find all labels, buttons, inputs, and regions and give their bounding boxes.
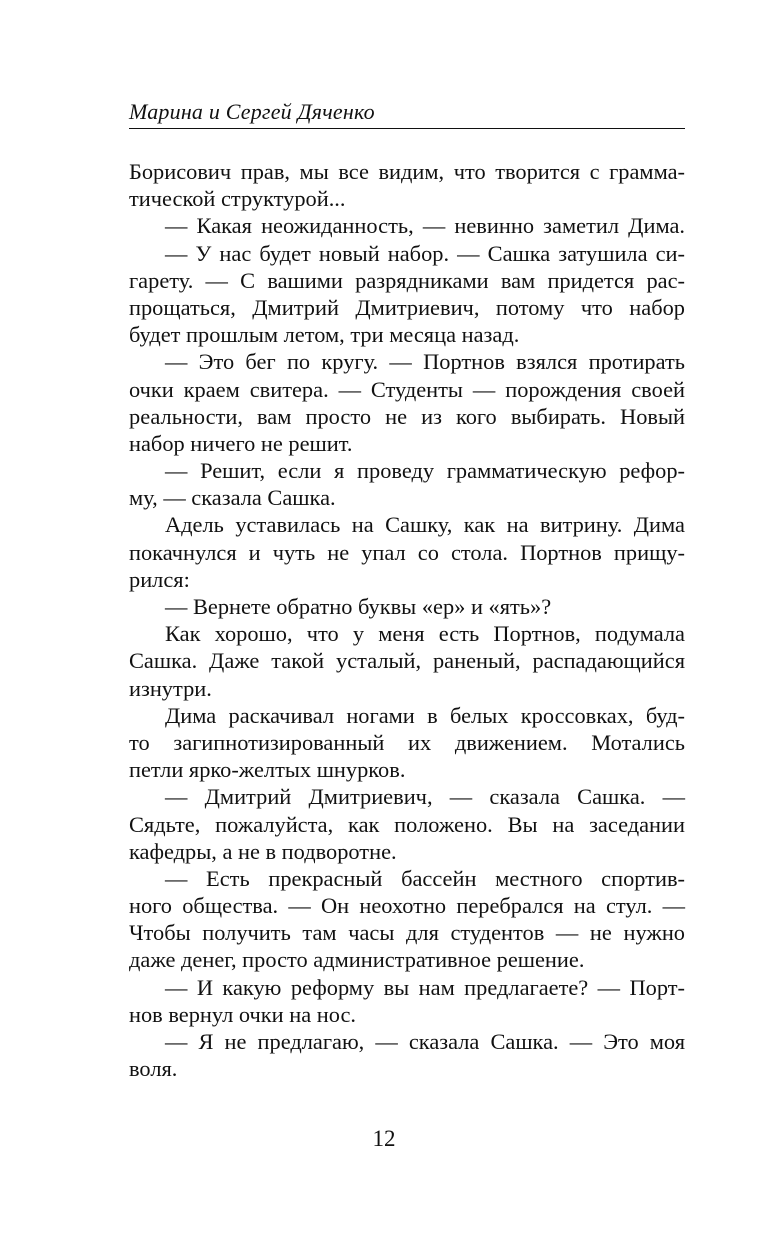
text-line: будет прошлым летом, три месяца назад. bbox=[129, 322, 520, 348]
text-line: гарету. — С вашими разрядниками вам придется рас- bbox=[129, 267, 685, 293]
text-line: — У нас будет новый набор. — Сашка затушила си- bbox=[165, 240, 685, 266]
text-line: кафедры, а не в подворотне. bbox=[129, 838, 397, 864]
text-line: рился: bbox=[129, 566, 190, 592]
text-line: Чтобы получить там часы для студентов — не нужно bbox=[129, 920, 685, 946]
page-number: 12 bbox=[372, 1126, 396, 1151]
text-line: — Это бег по кругу. — Портнов взялся протирать bbox=[165, 349, 685, 375]
text-line: нов вернул очки на нос. bbox=[129, 1001, 357, 1027]
text-line: — И какую реформу вы нам предлагаете? — Порт- bbox=[165, 974, 685, 1000]
text-line: Как хорошо, что у меня есть Портнов, подумала bbox=[165, 621, 685, 647]
text-line: Дима раскачивал ногами в белых кроссовках, буд- bbox=[165, 702, 685, 728]
text-line: набор ничего не решит. bbox=[129, 430, 353, 456]
text-line: — Дмитрий Дмитриевич, — сказала Сашка. — bbox=[165, 784, 685, 810]
text-line: му, — сказала Сашка. bbox=[129, 485, 336, 511]
text-line: покачнулся и чуть не упал со стола. Портнов прищу- bbox=[129, 539, 685, 565]
text-line: то загипнотизированный их движением. Мотались bbox=[129, 729, 685, 755]
text-line: — Вернете обратно буквы «ер» и «ять»? bbox=[165, 594, 552, 619]
text-line: изнутри. bbox=[129, 675, 212, 701]
text-line: — Есть прекрасный бассейн местного спортив- bbox=[165, 865, 685, 891]
text-line: воля. bbox=[129, 1056, 178, 1082]
header-rule bbox=[129, 128, 685, 129]
text-line: очки краем свитера. — Студенты — порождения своей bbox=[129, 376, 685, 402]
text-line: ного общества. — Он неохотно перебрался на стул. — bbox=[129, 893, 685, 919]
text-line: — Решит, если я проведу грамматическую рефор- bbox=[165, 458, 685, 484]
text-line: — Какая неожиданность, — невинно заметил Дима. bbox=[165, 213, 685, 239]
body-text bbox=[129, 158, 685, 1082]
text-line: тической структурой... bbox=[129, 186, 346, 212]
text-line: Борисович прав, мы все видим, что творится с грамма- bbox=[129, 159, 685, 184]
text-line: реальности, вам просто не из кого выбирать. Новый bbox=[129, 403, 685, 429]
text-line: даже денег, просто административное решение. bbox=[129, 947, 585, 973]
text-line: Адель уставилась на Сашку, как на витрину. Дима bbox=[165, 512, 685, 538]
text-line: — Я не предлагаю, — сказала Сашка. — Это моя bbox=[165, 1029, 685, 1054]
text-line: петли ярко-желтых шнурков. bbox=[129, 757, 406, 783]
text-line: Сашка. Даже такой усталый, раненый, распадающийся bbox=[129, 648, 685, 674]
text-line: прощаться, Дмитрий Дмитриевич, потому что набор bbox=[129, 294, 685, 320]
running-head-title: Марина и Сергей Дяченко bbox=[129, 99, 375, 124]
text-line: Сядьте, пожалуйста, как положено. Вы на заседании bbox=[129, 811, 685, 837]
